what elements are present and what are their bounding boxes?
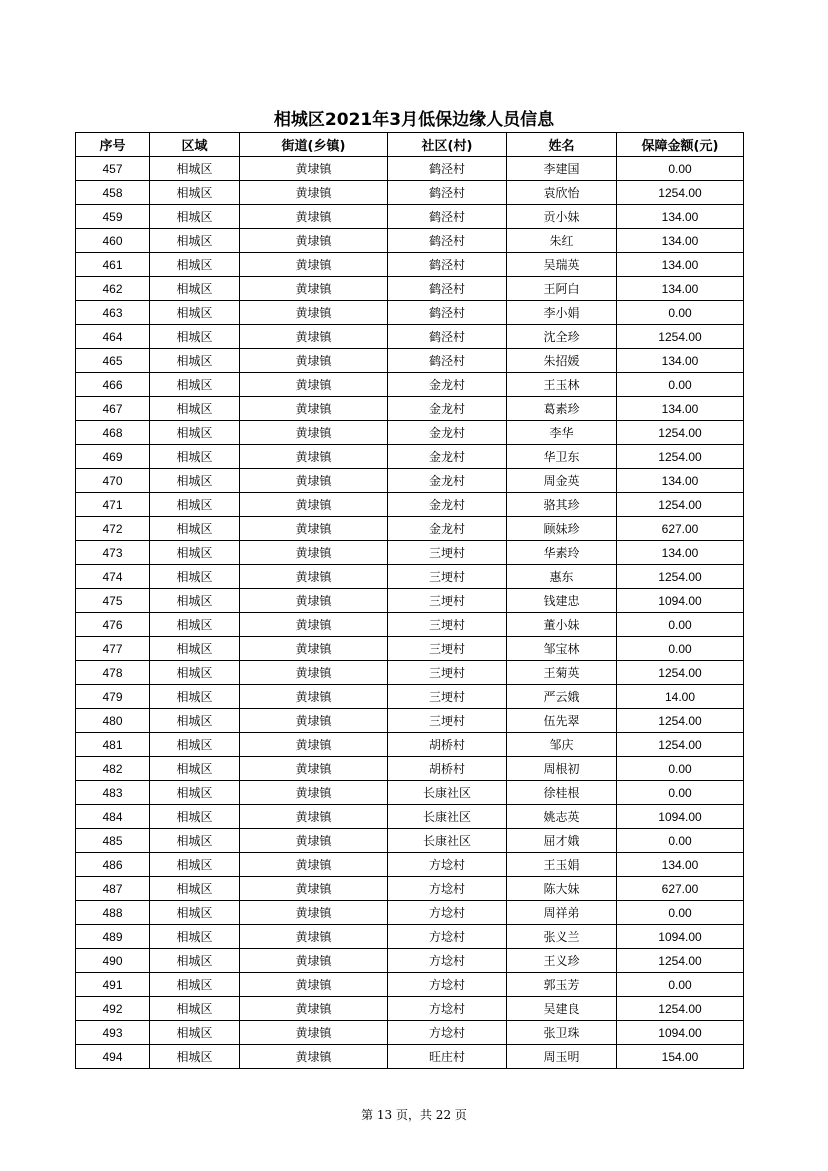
table-row: [76, 613, 744, 637]
cell-street: 黄埭镇: [240, 613, 388, 637]
cell-street: 黄埭镇: [240, 709, 388, 733]
cell-amount: 134.00: [617, 853, 744, 877]
table-row: [76, 733, 744, 757]
table-row: [76, 157, 744, 181]
cell-name: 惠东: [507, 565, 617, 589]
cell-region: 相城区: [150, 637, 240, 661]
cell-index: 462: [76, 277, 150, 301]
cell-amount: 1254.00: [617, 709, 744, 733]
cell-amount: 0.00: [617, 373, 744, 397]
cell-community: 三埂村: [388, 661, 507, 685]
table-row: [76, 997, 744, 1021]
cell-community: 金龙村: [388, 445, 507, 469]
cell-name: 伍先翠: [507, 709, 617, 733]
table-row: [76, 349, 744, 373]
cell-amount: 1094.00: [617, 589, 744, 613]
cell-index: 486: [76, 853, 150, 877]
cell-region: 相城区: [150, 325, 240, 349]
cell-index: 482: [76, 757, 150, 781]
cell-name: 徐桂根: [507, 781, 617, 805]
cell-street: 黄埭镇: [240, 877, 388, 901]
table-row: [76, 565, 744, 589]
cell-street: 黄埭镇: [240, 445, 388, 469]
table-row: [76, 181, 744, 205]
cell-index: 490: [76, 949, 150, 973]
cell-index: 458: [76, 181, 150, 205]
cell-index: 491: [76, 973, 150, 997]
table-row: [76, 637, 744, 661]
table-row: [76, 661, 744, 685]
cell-community: 鹤泾村: [388, 253, 507, 277]
cell-community: 三埂村: [388, 541, 507, 565]
cell-region: 相城区: [150, 1045, 240, 1069]
cell-amount: 1254.00: [617, 661, 744, 685]
cell-community: 方埝村: [388, 877, 507, 901]
cell-name: 周金英: [507, 469, 617, 493]
cell-community: 鹤泾村: [388, 157, 507, 181]
cell-index: 488: [76, 901, 150, 925]
cell-name: 严云娥: [507, 685, 617, 709]
cell-amount: 14.00: [617, 685, 744, 709]
cell-street: 黄埭镇: [240, 1045, 388, 1069]
cell-community: 金龙村: [388, 421, 507, 445]
cell-street: 黄埭镇: [240, 493, 388, 517]
cell-street: 黄埭镇: [240, 373, 388, 397]
cell-name: 吴建良: [507, 997, 617, 1021]
table-row: [76, 253, 744, 277]
cell-street: 黄埭镇: [240, 325, 388, 349]
cell-amount: 1254.00: [617, 949, 744, 973]
cell-community: 鹤泾村: [388, 325, 507, 349]
table-row: [76, 973, 744, 997]
cell-street: 黄埭镇: [240, 469, 388, 493]
cell-amount: 134.00: [617, 541, 744, 565]
cell-amount: 0.00: [617, 829, 744, 853]
cell-region: 相城区: [150, 493, 240, 517]
table-row: [76, 445, 744, 469]
cell-community: 金龙村: [388, 493, 507, 517]
cell-region: 相城区: [150, 877, 240, 901]
cell-index: 464: [76, 325, 150, 349]
cell-amount: 1254.00: [617, 997, 744, 1021]
cell-street: 黄埭镇: [240, 229, 388, 253]
cell-region: 相城区: [150, 421, 240, 445]
cell-index: 466: [76, 373, 150, 397]
cell-region: 相城区: [150, 469, 240, 493]
cell-index: 469: [76, 445, 150, 469]
cell-community: 三埂村: [388, 589, 507, 613]
cell-region: 相城区: [150, 445, 240, 469]
cell-index: 460: [76, 229, 150, 253]
cell-street: 黄埭镇: [240, 1021, 388, 1045]
cell-community: 方埝村: [388, 853, 507, 877]
cell-community: 旺庄村: [388, 1045, 507, 1069]
header-cell: 街道(乡镇): [240, 133, 388, 157]
cell-community: 鹤泾村: [388, 301, 507, 325]
cell-community: 金龙村: [388, 397, 507, 421]
cell-street: 黄埭镇: [240, 397, 388, 421]
cell-name: 王玉林: [507, 373, 617, 397]
cell-community: 三埂村: [388, 685, 507, 709]
cell-amount: 0.00: [617, 901, 744, 925]
cell-amount: 134.00: [617, 277, 744, 301]
cell-name: 华素玲: [507, 541, 617, 565]
cell-amount: 1254.00: [617, 421, 744, 445]
cell-region: 相城区: [150, 541, 240, 565]
cell-index: 485: [76, 829, 150, 853]
cell-community: 胡桥村: [388, 757, 507, 781]
cell-index: 489: [76, 925, 150, 949]
cell-street: 黄埭镇: [240, 517, 388, 541]
cell-index: 467: [76, 397, 150, 421]
cell-index: 475: [76, 589, 150, 613]
cell-name: 李华: [507, 421, 617, 445]
cell-street: 黄埭镇: [240, 781, 388, 805]
cell-region: 相城区: [150, 373, 240, 397]
table-row: [76, 901, 744, 925]
table-row: [76, 493, 744, 517]
table-row: [76, 397, 744, 421]
cell-community: 三埂村: [388, 637, 507, 661]
cell-name: 朱招媛: [507, 349, 617, 373]
table-row: [76, 421, 744, 445]
cell-amount: 134.00: [617, 397, 744, 421]
cell-community: 三埂村: [388, 565, 507, 589]
cell-community: 金龙村: [388, 517, 507, 541]
cell-name: 吴瑞英: [507, 253, 617, 277]
cell-name: 沈全珍: [507, 325, 617, 349]
cell-amount: 1254.00: [617, 493, 744, 517]
cell-index: 477: [76, 637, 150, 661]
table-row: [76, 925, 744, 949]
table-row: [76, 829, 744, 853]
data-table: [75, 132, 744, 1069]
header-cell: 社区(村): [388, 133, 507, 157]
cell-region: 相城区: [150, 205, 240, 229]
table-row: [76, 781, 744, 805]
cell-street: 黄埭镇: [240, 757, 388, 781]
cell-street: 黄埭镇: [240, 829, 388, 853]
cell-region: 相城区: [150, 349, 240, 373]
cell-region: 相城区: [150, 829, 240, 853]
cell-amount: 0.00: [617, 301, 744, 325]
cell-community: 胡桥村: [388, 733, 507, 757]
cell-name: 朱红: [507, 229, 617, 253]
cell-name: 周玉明: [507, 1045, 617, 1069]
table-row: [76, 709, 744, 733]
table-row: [76, 205, 744, 229]
cell-street: 黄埭镇: [240, 181, 388, 205]
cell-region: 相城区: [150, 301, 240, 325]
cell-street: 黄埭镇: [240, 205, 388, 229]
table-row: [76, 277, 744, 301]
cell-name: 张义兰: [507, 925, 617, 949]
cell-street: 黄埭镇: [240, 253, 388, 277]
cell-amount: 1254.00: [617, 565, 744, 589]
cell-street: 黄埭镇: [240, 637, 388, 661]
cell-region: 相城区: [150, 181, 240, 205]
table-row: [76, 469, 744, 493]
cell-name: 顾妹珍: [507, 517, 617, 541]
cell-region: 相城区: [150, 733, 240, 757]
header-cell: 序号: [76, 133, 150, 157]
cell-community: 三埂村: [388, 613, 507, 637]
cell-region: 相城区: [150, 973, 240, 997]
cell-name: 贡小妹: [507, 205, 617, 229]
cell-community: 三埂村: [388, 709, 507, 733]
cell-street: 黄埭镇: [240, 805, 388, 829]
cell-street: 黄埭镇: [240, 157, 388, 181]
cell-index: 468: [76, 421, 150, 445]
table-row: [76, 517, 744, 541]
cell-index: 478: [76, 661, 150, 685]
cell-index: 476: [76, 613, 150, 637]
cell-index: 494: [76, 1045, 150, 1069]
cell-index: 459: [76, 205, 150, 229]
cell-region: 相城区: [150, 253, 240, 277]
cell-amount: 0.00: [617, 157, 744, 181]
cell-name: 王菊英: [507, 661, 617, 685]
cell-index: 461: [76, 253, 150, 277]
table-row: [76, 949, 744, 973]
cell-amount: 1254.00: [617, 733, 744, 757]
cell-community: 鹤泾村: [388, 349, 507, 373]
cell-region: 相城区: [150, 757, 240, 781]
cell-amount: 134.00: [617, 205, 744, 229]
cell-community: 方埝村: [388, 1021, 507, 1045]
cell-name: 袁欣怡: [507, 181, 617, 205]
cell-street: 黄埭镇: [240, 349, 388, 373]
cell-index: 472: [76, 517, 150, 541]
cell-amount: 0.00: [617, 973, 744, 997]
cell-street: 黄埭镇: [240, 565, 388, 589]
table-row: [76, 373, 744, 397]
cell-amount: 134.00: [617, 469, 744, 493]
cell-name: 陈大妹: [507, 877, 617, 901]
cell-street: 黄埭镇: [240, 925, 388, 949]
cell-name: 邹庆: [507, 733, 617, 757]
cell-name: 骆其珍: [507, 493, 617, 517]
header-cell: 保障金额(元): [617, 133, 744, 157]
table-row: [76, 805, 744, 829]
cell-name: 李建国: [507, 157, 617, 181]
cell-region: 相城区: [150, 229, 240, 253]
cell-region: 相城区: [150, 709, 240, 733]
cell-region: 相城区: [150, 805, 240, 829]
cell-street: 黄埭镇: [240, 949, 388, 973]
cell-community: 长康社区: [388, 781, 507, 805]
cell-amount: 134.00: [617, 253, 744, 277]
page-title: 相城区2021年3月低保边缘人员信息: [273, 110, 555, 130]
cell-name: 华卫东: [507, 445, 617, 469]
header-cell: 区域: [150, 133, 240, 157]
cell-amount: 1254.00: [617, 445, 744, 469]
cell-community: 鹤泾村: [388, 205, 507, 229]
cell-name: 王阿白: [507, 277, 617, 301]
cell-name: 王玉娟: [507, 853, 617, 877]
header-cell: 姓名: [507, 133, 617, 157]
cell-name: 周祥弟: [507, 901, 617, 925]
cell-community: 金龙村: [388, 469, 507, 493]
table-row: [76, 325, 744, 349]
table-header-row: [76, 133, 744, 157]
table-row: [76, 1021, 744, 1045]
cell-street: 黄埭镇: [240, 997, 388, 1021]
cell-amount: 1094.00: [617, 1021, 744, 1045]
cell-name: 王义珍: [507, 949, 617, 973]
cell-amount: 627.00: [617, 517, 744, 541]
cell-index: 487: [76, 877, 150, 901]
cell-name: 邹宝林: [507, 637, 617, 661]
cell-region: 相城区: [150, 277, 240, 301]
cell-index: 465: [76, 349, 150, 373]
cell-community: 方埝村: [388, 925, 507, 949]
cell-street: 黄埭镇: [240, 277, 388, 301]
cell-community: 鹤泾村: [388, 229, 507, 253]
cell-name: 葛素珍: [507, 397, 617, 421]
cell-index: 492: [76, 997, 150, 1021]
table-row: [76, 229, 744, 253]
cell-community: 金龙村: [388, 373, 507, 397]
table-row: [76, 541, 744, 565]
cell-index: 474: [76, 565, 150, 589]
cell-amount: 1094.00: [617, 925, 744, 949]
cell-street: 黄埭镇: [240, 733, 388, 757]
cell-index: 483: [76, 781, 150, 805]
table-row: [76, 301, 744, 325]
table-row: [76, 757, 744, 781]
cell-region: 相城区: [150, 853, 240, 877]
cell-region: 相城区: [150, 613, 240, 637]
cell-street: 黄埭镇: [240, 541, 388, 565]
cell-community: 鹤泾村: [388, 181, 507, 205]
cell-name: 姚志英: [507, 805, 617, 829]
cell-index: 457: [76, 157, 150, 181]
cell-index: 473: [76, 541, 150, 565]
cell-index: 484: [76, 805, 150, 829]
cell-amount: 627.00: [617, 877, 744, 901]
cell-community: 方埝村: [388, 973, 507, 997]
cell-street: 黄埭镇: [240, 661, 388, 685]
cell-index: 471: [76, 493, 150, 517]
cell-name: 钱建忠: [507, 589, 617, 613]
table-row: [76, 853, 744, 877]
cell-community: 鹤泾村: [388, 277, 507, 301]
cell-community: 方埝村: [388, 949, 507, 973]
page-footer: 第 13 页，共 22 页: [361, 1108, 467, 1122]
table-row: [76, 685, 744, 709]
cell-region: 相城区: [150, 1021, 240, 1045]
cell-index: 463: [76, 301, 150, 325]
cell-amount: 154.00: [617, 1045, 744, 1069]
cell-amount: 0.00: [617, 613, 744, 637]
cell-street: 黄埭镇: [240, 589, 388, 613]
cell-region: 相城区: [150, 397, 240, 421]
cell-street: 黄埭镇: [240, 301, 388, 325]
table-row: [76, 1045, 744, 1069]
cell-street: 黄埭镇: [240, 901, 388, 925]
cell-amount: 1254.00: [617, 181, 744, 205]
cell-amount: 1094.00: [617, 805, 744, 829]
cell-name: 张卫珠: [507, 1021, 617, 1045]
cell-region: 相城区: [150, 781, 240, 805]
cell-community: 方埝村: [388, 997, 507, 1021]
cell-street: 黄埭镇: [240, 973, 388, 997]
cell-amount: 0.00: [617, 757, 744, 781]
cell-region: 相城区: [150, 685, 240, 709]
cell-region: 相城区: [150, 901, 240, 925]
cell-index: 470: [76, 469, 150, 493]
cell-amount: 134.00: [617, 349, 744, 373]
cell-community: 长康社区: [388, 805, 507, 829]
cell-index: 481: [76, 733, 150, 757]
cell-region: 相城区: [150, 589, 240, 613]
cell-index: 480: [76, 709, 150, 733]
cell-name: 董小妹: [507, 613, 617, 637]
cell-region: 相城区: [150, 925, 240, 949]
cell-street: 黄埭镇: [240, 853, 388, 877]
cell-name: 郭玉芳: [507, 973, 617, 997]
cell-region: 相城区: [150, 565, 240, 589]
cell-region: 相城区: [150, 997, 240, 1021]
cell-community: 方埝村: [388, 901, 507, 925]
cell-index: 493: [76, 1021, 150, 1045]
cell-amount: 134.00: [617, 229, 744, 253]
cell-name: 屈才娥: [507, 829, 617, 853]
cell-index: 479: [76, 685, 150, 709]
cell-street: 黄埭镇: [240, 421, 388, 445]
cell-name: 李小娟: [507, 301, 617, 325]
cell-region: 相城区: [150, 157, 240, 181]
cell-region: 相城区: [150, 661, 240, 685]
cell-street: 黄埭镇: [240, 685, 388, 709]
cell-region: 相城区: [150, 949, 240, 973]
cell-region: 相城区: [150, 517, 240, 541]
cell-amount: 0.00: [617, 637, 744, 661]
cell-community: 长康社区: [388, 829, 507, 853]
cell-amount: 1254.00: [617, 325, 744, 349]
cell-name: 周根初: [507, 757, 617, 781]
table-row: [76, 589, 744, 613]
table-row: [76, 877, 744, 901]
cell-amount: 0.00: [617, 781, 744, 805]
